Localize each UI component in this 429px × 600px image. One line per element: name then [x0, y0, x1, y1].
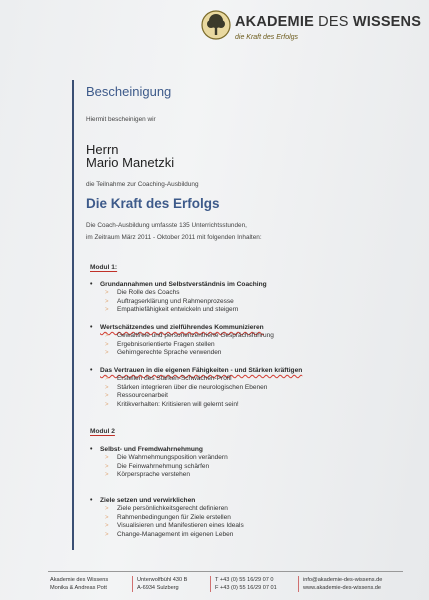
- logo: [201, 10, 422, 46]
- list-item: > Empathiefähigkeit entwickeln und steigern: [105, 306, 239, 314]
- logo-tagline: die Kraft des Erfolgs: [235, 34, 299, 41]
- section-heading: • Wertschätzendes und zielführendes Kommunizieren: [90, 324, 264, 331]
- list-item: > Die Feinwahrnehmung schärfen: [105, 462, 210, 470]
- arrow-icon: >: [105, 307, 109, 314]
- arrow-icon: >: [105, 523, 109, 530]
- participation-text: die Teilnahme zur Coaching-Ausbildung: [86, 181, 199, 188]
- footer-separator: [132, 576, 133, 592]
- bullet-icon: •: [90, 446, 93, 453]
- section: [88, 323, 418, 358]
- arrow-icon: >: [105, 463, 109, 470]
- arrow-icon: >: [105, 333, 109, 339]
- footer-street: Unterwolfbühl 430 B: [137, 577, 188, 583]
- footer-phone: [215, 576, 277, 592]
- arrow-icon: >: [105, 290, 109, 296]
- footer-address: [137, 576, 187, 592]
- list-item: > Gewaltfreie und personenzentrierte Gesprächsführung: [105, 332, 274, 339]
- section: [88, 496, 418, 539]
- footer-contact: [303, 576, 382, 592]
- section: [88, 366, 418, 409]
- section: [88, 280, 418, 315]
- list-item: > Rahmenbedingungen für Ziele erstellen: [105, 513, 231, 521]
- list-item: > Ziele persönlichkeitsgerecht definieren: [105, 505, 228, 512]
- list-item: > Kritikverhalten: Kritisieren will gelernt sein!: [105, 400, 239, 408]
- course-title: Die Kraft des Erfolgs: [86, 196, 220, 211]
- scope-line-2: im Zeitraum März 2011 - Oktober 2011 mit folgenden Inhalten:: [86, 234, 262, 241]
- arrow-icon: >: [105, 531, 109, 538]
- footer-separator: [298, 576, 299, 592]
- logo-wordmark: AKADEMIE DES WISSENS: [235, 14, 422, 30]
- list-item: > Körpersprache verstehen: [105, 471, 190, 479]
- footer-org-name: Akademie des Wissens: [50, 577, 109, 583]
- bullet-icon: •: [90, 324, 93, 331]
- recipient-name: Mario Manetzki: [86, 155, 175, 170]
- arrow-icon: >: [105, 384, 109, 391]
- footer-divider: [48, 571, 403, 572]
- section-heading: • Ziele setzen und verwirklichen: [90, 497, 196, 504]
- section-heading: • Das Vertrauen in die eigenen Fähigkeiten - und Stärken kräftigen: [90, 367, 303, 374]
- bullet-icon: •: [90, 281, 93, 288]
- list-item: > Ressourcenarbeit: [105, 392, 168, 400]
- list-item: > Visualisieren und Manifestieren eines Ideals: [105, 522, 244, 530]
- footer-web[interactable]: www.akademie-des-wissens.de: [303, 585, 382, 591]
- left-rule: [72, 80, 74, 550]
- arrow-icon: >: [105, 514, 109, 521]
- list-item: > Die Wahrnehmungsposition verändern: [105, 454, 228, 461]
- list-item: > Die Rolle des Coachs: [105, 289, 180, 296]
- list-item: > Gehirngerechte Sprache verwenden: [105, 349, 222, 357]
- scope-line-1: Die Coach-Ausbildung umfasste 135 Unterrichtsstunden,: [86, 222, 247, 229]
- footer-org: [50, 576, 108, 592]
- arrow-icon: >: [105, 393, 109, 400]
- bullet-icon: •: [90, 497, 93, 504]
- footer-tel: T +43 (0) 55 16/29 07 0: [215, 577, 274, 583]
- intro-text: Hiermit bescheinigen wir: [86, 116, 156, 123]
- list-item: > Change-Management im eigenen Leben: [105, 530, 234, 538]
- module-label: Modul 1:: [90, 264, 118, 271]
- list-item: > Erstellen des Stärken-Schwächen-Profil: [105, 375, 232, 382]
- section-heading: • Selbst- und Fremdwahrnehmung: [90, 446, 203, 453]
- footer-city: A-6934 Sulzberg: [137, 585, 179, 591]
- arrow-icon: >: [105, 298, 109, 305]
- list-item: > Stärken integrieren über die neurologischen Ebenen: [105, 383, 268, 391]
- bullet-icon: •: [90, 367, 93, 374]
- section-heading: • Grundannahmen und Selbstverständnis im Coaching: [90, 281, 267, 288]
- module-label: Modul 2: [90, 428, 115, 435]
- list-item: > Ergebnisorientierte Fragen stellen: [105, 340, 215, 348]
- arrow-icon: >: [105, 350, 109, 357]
- list-item: > Auftragserklärung und Rahmenprozesse: [105, 297, 234, 305]
- section: [88, 445, 418, 480]
- arrow-icon: >: [105, 401, 109, 408]
- footer-org-people: Monika & Andreas Pott: [50, 585, 107, 591]
- salutation: Herrn: [86, 142, 119, 157]
- arrow-icon: >: [105, 472, 109, 479]
- tree-emblem-icon: [201, 10, 231, 40]
- arrow-icon: >: [105, 341, 109, 348]
- arrow-icon: >: [105, 506, 109, 512]
- footer-separator: [210, 576, 211, 592]
- footer-email[interactable]: info@akademie-des-wissens.de: [303, 577, 383, 583]
- arrow-icon: >: [105, 376, 109, 382]
- footer-fax: F +43 (0) 55 16/29 07 01: [215, 585, 277, 591]
- arrow-icon: >: [105, 455, 109, 461]
- document-title: Bescheinigung: [86, 84, 172, 99]
